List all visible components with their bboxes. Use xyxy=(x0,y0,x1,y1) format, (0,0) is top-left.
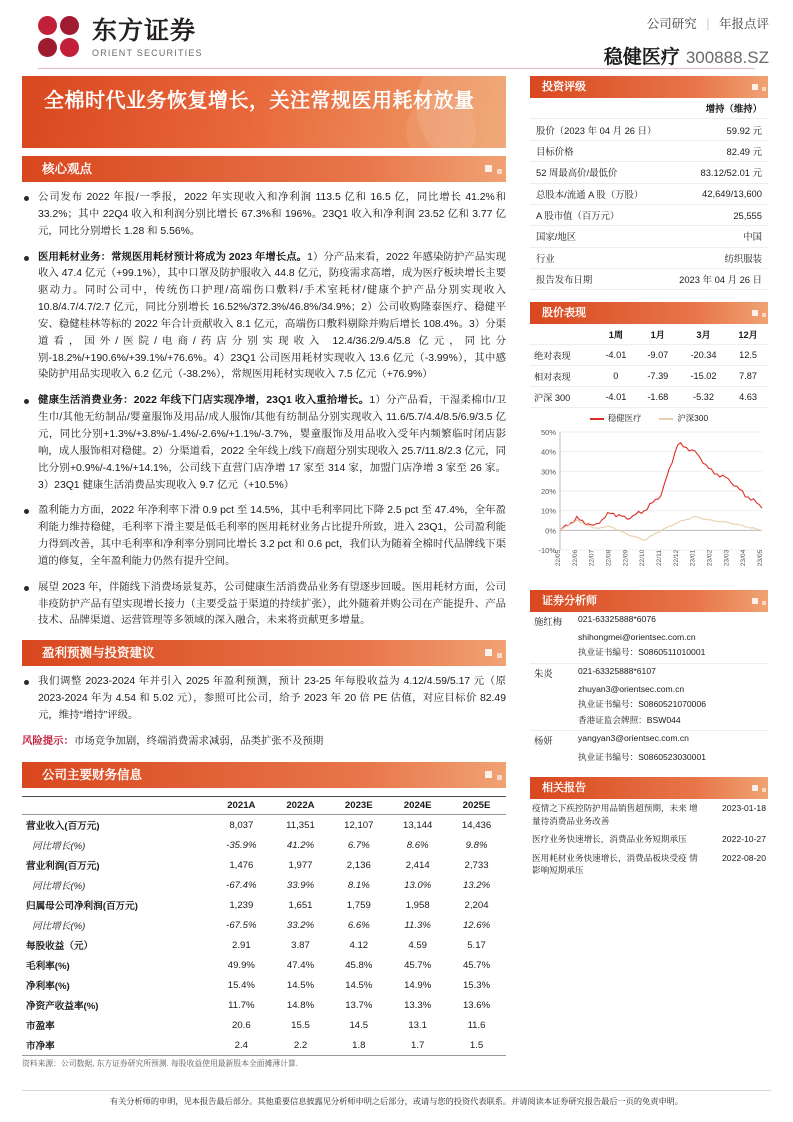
financials-heading: 公司主要财务信息 xyxy=(42,768,143,783)
svg-text:0%: 0% xyxy=(545,526,556,536)
svg-text:50%: 50% xyxy=(540,428,556,438)
perf-cell: -9.07 xyxy=(637,345,679,366)
perf-cell: -7.39 xyxy=(637,366,679,387)
risk-disclosure xyxy=(22,734,506,751)
perf-cell: -15.02 xyxy=(679,366,728,387)
fin-cell: 2,414 xyxy=(405,859,430,871)
rating-row xyxy=(530,140,768,161)
price-performance-chart xyxy=(530,408,768,578)
svg-text:22/10: 22/10 xyxy=(639,550,647,567)
report-title-banner xyxy=(22,76,506,148)
svg-text:-10%: -10% xyxy=(538,546,556,556)
fin-cell: 45.8% xyxy=(345,959,373,971)
footer-rule xyxy=(22,1090,771,1091)
fin-cell: 2.2 xyxy=(272,1035,330,1056)
fin-row-label: 归属母公司净利润(百万元) xyxy=(26,901,138,913)
bullet-item: 健康生活消费业务：2022 年线下门店实现净增，23Q1 收入重拾增长。1）分产品看，干湿柔棉巾/卫生巾/其他无纺制品/婴童服饰及用品/成人服饰/其他有纺制品分别实现收入 11.6/5.7/4.4/8.5/6.9/3.5 亿元，同比分别+1.3%/+3.8%/-1.4%/-2.6%/+1.1%/-3.7%，婴童服饰及用品收入受年内频繁临时闭店影响，成人服饰相对稳健。2）分渠道看，2022 全年线上/线下/商超分别实现收入 25.7/11.8/2.3 亿元，同比分别+0.9%/-4.1%/+14.1%，公司线下直营门店净增 17 家至 314 家，加盟门店净增 3 家至 26 家。3）23Q1 健康生活消费品实现收入 9.7 亿元（+10.5%） xyxy=(22,393,506,494)
svg-text:23/02: 23/02 xyxy=(706,550,714,567)
sidebar xyxy=(530,76,768,892)
related-report-row[interactable] xyxy=(530,799,768,830)
fin-cell: 4.12 xyxy=(349,939,369,951)
analysts-box-header xyxy=(530,590,768,612)
perf-row xyxy=(530,345,768,366)
page-title: 全棉时代业务恢复增长，关注常规医用耗材放量 xyxy=(44,90,475,112)
table-row xyxy=(22,975,506,995)
table-row xyxy=(22,855,506,875)
performance-heading: 股价表现 xyxy=(542,307,586,320)
related-report-row[interactable] xyxy=(530,849,768,880)
perf-cell: -5.32 xyxy=(679,387,728,408)
header-divider: | xyxy=(706,17,710,31)
perf-cell: -4.01 xyxy=(595,345,637,366)
fin-cell: 13.1 xyxy=(408,1019,427,1031)
fin-cell: 11.3% xyxy=(404,919,431,931)
analyst-name: 杨妍 xyxy=(534,735,553,747)
svg-text:20%: 20% xyxy=(540,487,556,497)
section-header-core-view xyxy=(22,156,506,182)
header-rule xyxy=(38,68,755,69)
table-row xyxy=(22,935,506,955)
analyst-row xyxy=(530,749,768,765)
fin-cell: 1,651 xyxy=(288,899,313,911)
svg-text:22/06: 22/06 xyxy=(571,550,579,567)
fin-cell: 12.6% xyxy=(462,919,491,931)
analyst-row xyxy=(530,612,768,630)
fin-cell: 2.91 xyxy=(231,939,251,951)
analyst-row xyxy=(530,663,768,682)
logo-name-cn: 东方证券 xyxy=(92,16,197,45)
fin-col-header: 2023E xyxy=(329,797,388,815)
fin-cell: 14.5% xyxy=(286,979,315,991)
fin-cell: 13.0% xyxy=(404,879,432,891)
fin-cell: 13.6% xyxy=(462,999,491,1011)
fin-row-label: 市净率 xyxy=(22,1035,211,1056)
perf-cell: -20.34 xyxy=(679,345,728,366)
related-report-date: 2022-10-27 xyxy=(722,834,766,845)
rating-box xyxy=(530,76,768,290)
fin-cell: 1,958 xyxy=(405,899,430,911)
perf-row-label: 绝对表现 xyxy=(530,345,595,366)
core-view-list xyxy=(22,190,506,630)
rating-value: 42,649/13,600 xyxy=(669,183,768,204)
rating-value: 纺织服装 xyxy=(669,247,768,268)
analyst-name-spacer xyxy=(530,644,574,660)
svg-text:22/11: 22/11 xyxy=(656,550,663,567)
financial-summary-table xyxy=(22,796,506,1056)
fin-cell: 2,733 xyxy=(464,859,489,871)
bullet-item: 公司发布 2022 年报/一季报，2022 年实现收入和净利润 113.5 亿和 16.5 亿，同比增长 41.2%和 33.2%；其中 22Q4 收入和利润分别比增长 67.3%和 196%。23Q1 收入和净利润 23.52 亿和 3.77 亿元，同比分别增长 1.28 和 5.56%。 xyxy=(22,190,506,241)
analyst-detail: 香港证监会牌照：BSW044 xyxy=(578,714,681,725)
rating-label: 总股本/流通 A 股（万股） xyxy=(530,183,669,204)
fin-cell: 11.6 xyxy=(467,1019,486,1031)
table-row xyxy=(22,1035,506,1056)
analyst-name: 施红梅 xyxy=(534,616,563,628)
fin-cell: 15.3% xyxy=(462,979,491,991)
fin-row-label: 净资产收益率(%) xyxy=(26,1001,99,1013)
table-row xyxy=(22,955,506,975)
fin-row-label: 同比增长(%) xyxy=(32,841,86,853)
report-type: 年报点评 xyxy=(718,17,769,31)
fin-cell: 14.9% xyxy=(404,979,432,991)
rating-value: 中国 xyxy=(669,226,768,247)
perf-col-header xyxy=(530,324,595,345)
perf-row-label: 沪深 300 xyxy=(530,387,595,408)
fin-cell: 6.7% xyxy=(347,839,370,851)
chart-svg xyxy=(530,426,768,574)
fin-col-header: 2024E xyxy=(388,797,447,815)
page-header xyxy=(0,0,793,72)
analyst-row xyxy=(530,630,768,644)
analysts-box xyxy=(530,590,768,765)
analyst-detail: shihongmei@orientsec.com.cn xyxy=(578,632,696,643)
related-report-date: 2022-08-20 xyxy=(722,852,766,863)
fin-cell: 6.6% xyxy=(347,919,370,931)
fin-cell: 45.7% xyxy=(404,959,432,971)
core-view-heading: 核心观点 xyxy=(42,162,93,176)
rating-row xyxy=(530,183,768,204)
fin-cell: 8.1% xyxy=(347,879,370,891)
fin-cell: 13,144 xyxy=(402,819,433,831)
analyst-name-spacer xyxy=(530,712,574,728)
legend-entry: 沪深300 xyxy=(659,412,708,424)
rating-label: 报告发布日期 xyxy=(530,269,669,290)
fin-cell: 9.8% xyxy=(465,839,488,851)
investment-rating-value: 增持（维持） xyxy=(530,98,768,119)
table-row xyxy=(22,815,506,836)
fin-cell: 47.4% xyxy=(286,959,315,971)
related-report-title[interactable]: 医用耗材业务快速增长，消费品板块受疫 情影响短期承压 xyxy=(532,852,698,876)
fin-row-label: 营业利润(百万元) xyxy=(26,861,100,873)
svg-text:30%: 30% xyxy=(540,467,556,477)
analyst-row xyxy=(530,731,768,750)
analyst-row xyxy=(530,712,768,728)
fin-cell: 13.3% xyxy=(404,999,432,1011)
perf-cell: 0 xyxy=(595,366,637,387)
rating-value: 25,555 xyxy=(669,204,768,225)
rating-value: 82.49 元 xyxy=(669,140,768,161)
rating-label: 国家/地区 xyxy=(530,226,669,247)
fin-cell: 5.17 xyxy=(467,939,486,951)
analyst-name-spacer xyxy=(530,630,574,644)
fin-cell: 8.6% xyxy=(406,839,429,851)
fin-cell: 45.7% xyxy=(462,959,491,971)
logo-mark-icon xyxy=(38,16,82,60)
rating-label: 52 周最高价/最低价 xyxy=(530,162,669,183)
brand-logo xyxy=(38,16,203,60)
analyst-detail: zhuyan3@orientsec.com.cn xyxy=(578,683,685,694)
svg-text:40%: 40% xyxy=(540,448,556,458)
fin-row-label: 市盈率 xyxy=(26,1021,55,1033)
fin-row-label: 同比增长(%) xyxy=(32,921,86,933)
rating-row xyxy=(530,162,768,183)
fin-row-label: 营业收入(百万元) xyxy=(26,821,100,833)
forecast-heading: 盈利预测与投资建议 xyxy=(42,646,155,661)
fin-cell: 49.9% xyxy=(227,959,255,971)
rating-row xyxy=(530,204,768,225)
svg-text:22/08: 22/08 xyxy=(605,550,613,567)
fin-cell: 15.5 xyxy=(291,1019,310,1031)
fin-cell: 33.9% xyxy=(286,879,315,891)
legend-entry: 稳健医疗 xyxy=(590,412,642,424)
perf-col-header: 1周 xyxy=(595,324,637,345)
fin-cell: 11,351 xyxy=(286,819,315,831)
fin-row-label: 同比增长(%) xyxy=(32,881,86,893)
rating-value: 2023 年 04 月 26 日 xyxy=(669,269,768,290)
analyst-row xyxy=(530,682,768,696)
rating-label: 目标价格 xyxy=(530,140,669,161)
analyst-name-spacer xyxy=(530,682,574,696)
svg-text:22/12: 22/12 xyxy=(672,550,680,567)
bullet-item: 盈利能力方面，2022 年净利率下滑 0.9 pct 至 14.5%，其中毛利率同比下降 2.5 pct 至 47.4%，全年盈利能力维持稳健，毛利率下滑主要是低毛利率的医用耗材业务占比提升所致，进入 23Q1，公司盈利能力得到改善，其中毛利率和净利率分别同比增长 3.2 pct 和 0.6 pct，我们认为随着全棉时代品牌线下渠道的修复，全年盈利能力仍然有提升空间。 xyxy=(22,503,506,570)
perf-cell: -4.01 xyxy=(595,387,637,408)
risk-text: 市场竞争加剧，终端消费需求减弱，品类扩张不及预期 xyxy=(73,735,324,747)
analyst-detail: yangyan3@orientsec.com.cn xyxy=(578,733,689,744)
analyst-row xyxy=(530,696,768,712)
fin-col-header xyxy=(22,797,211,815)
bullet-item: 我们调整 2023-2024 年并引入 2025 年盈利预测，预计 23-25 年每股收益为 4.12/4.59/5.17 元（原 2023-2024 年为 4.54 和 5.02 元），参照可比公司，给予 2023 年 20 倍 PE 估值，对应目标价 82.49 元，维持“增持”评级。 xyxy=(22,674,506,725)
svg-text:23/01: 23/01 xyxy=(689,550,697,567)
perf-col-header: 1月 xyxy=(637,324,679,345)
analyst-name: 朱炎 xyxy=(534,667,553,679)
performance-box xyxy=(530,302,768,578)
fin-cell: 14,436 xyxy=(461,819,492,831)
performance-box-header xyxy=(530,302,768,324)
analyst-name-spacer xyxy=(530,749,574,765)
perf-cell: -1.68 xyxy=(637,387,679,408)
table-row xyxy=(22,995,506,1015)
main-content xyxy=(22,156,506,1070)
fin-cell: 13.2% xyxy=(462,879,491,891)
fin-cell: 2,136 xyxy=(346,859,371,871)
related-report-row[interactable] xyxy=(530,830,768,848)
fin-cell: 11.7% xyxy=(228,999,255,1011)
svg-text:23/03: 23/03 xyxy=(723,550,731,567)
ticker-code: 300888.SZ xyxy=(685,48,769,67)
table-row xyxy=(22,835,506,855)
svg-text:10%: 10% xyxy=(540,507,556,517)
analyst-detail: 执业证书编号：S0860521070006 xyxy=(578,698,707,709)
related-report-title[interactable]: 医疗业务快速增长，消费品业务短期承压 xyxy=(532,834,687,845)
related-report-title[interactable]: 疫情之下疾控防护用品销售超预期，未来 增量待消费品业务改善 xyxy=(532,803,698,826)
fin-cell: 14.5% xyxy=(345,979,373,991)
bullet-item: 医用耗材业务：常规医用耗材预计将成为 2023 年增长点。1）分产品来看，2022 年感染防护产品实现收入 47.4 亿元（+99.1%），其中口罩及防护服收入 44.8 亿元，防疫需求高增，成为医疗板块增长主要驱动力。同时公司中，传统伤口护理/高端伤口敷料/手术室耗材/健康个护产品分别实现收入 10.8/4.7/4.7/2.7 亿元，同比分别增长 16.52%/372.3%/46.8%/34.9%；2）公司收购隆泰医疗、稳健平安、稳健桂林等标的 2022 年合计贡献收入 8.1 亿元，高端伤口敷料剔除并购后增长 108.4%。3）分渠道看，国外/医院/电商/药店分别实现收入 12.4/36.2/9.4/5.8 亿元，同比分别-18.2%/+190.6%/+39.1%/+76.6%。4）23Q1 公司医用耗材实现收入 13.6 亿元（-3.99%），其中感染防护用品实现收入 6.2 亿元（-38.2%），常规医用耗材实现收入 7.5 亿元（+76.9%） xyxy=(22,250,506,385)
rating-value: 83.12/52.01 元 xyxy=(669,162,768,183)
performance-table xyxy=(530,324,768,408)
fin-cell: 2.4 xyxy=(211,1035,272,1056)
fin-cell: 20.6 xyxy=(231,1019,251,1031)
perf-cell: 4.63 xyxy=(728,387,768,408)
header-meta xyxy=(604,14,769,69)
forecast-list xyxy=(22,674,506,725)
svg-text:23/05: 23/05 xyxy=(757,550,764,567)
table-row xyxy=(22,875,506,895)
rating-table xyxy=(530,98,768,290)
fin-cell: 8,037 xyxy=(229,819,254,831)
rating-row xyxy=(530,119,768,140)
risk-label: 风险提示： xyxy=(22,735,74,747)
fin-row-label: 每股收益（元） xyxy=(26,941,94,953)
fin-cell: 1.7 xyxy=(388,1035,447,1056)
fin-cell: 1.8 xyxy=(329,1035,388,1056)
fin-cell: 33.2% xyxy=(286,919,315,931)
related-box-header xyxy=(530,777,768,799)
analyst-detail: 执业证书编号：S0860523030001 xyxy=(578,752,707,763)
rating-row xyxy=(530,226,768,247)
related-report-date: 2023-01-18 xyxy=(722,803,766,814)
rating-row xyxy=(530,269,768,290)
fin-col-header: 2022A xyxy=(272,797,330,815)
fin-row-label: 毛利率(%) xyxy=(26,961,70,973)
svg-text:22/07: 22/07 xyxy=(588,550,596,567)
section-header-financials xyxy=(22,762,506,788)
perf-cell: 7.87 xyxy=(728,366,768,387)
rating-box-header xyxy=(530,76,768,98)
fin-cell: 1,239 xyxy=(229,899,254,911)
logo-name-en: ORIENT SECURITIES xyxy=(92,47,203,58)
fin-cell: 1,476 xyxy=(229,859,254,871)
perf-row xyxy=(530,387,768,408)
fin-cell: 12,107 xyxy=(344,819,374,831)
fin-cell: 41.2% xyxy=(286,839,315,851)
fin-cell: 14.8% xyxy=(286,999,315,1011)
rating-label: A 股市值（百万元） xyxy=(530,204,669,225)
fin-cell: -67.5% xyxy=(226,919,257,931)
chart-legend xyxy=(530,412,768,424)
fin-row-label: 净利率(%) xyxy=(26,981,70,993)
fin-col-header: 2021A xyxy=(211,797,272,815)
perf-row-label: 相对表现 xyxy=(530,366,595,387)
fin-cell: 1,759 xyxy=(346,899,371,911)
fin-col-header: 2025E xyxy=(447,797,506,815)
analyst-detail: 执业证书编号：S0860511010001 xyxy=(578,647,706,658)
perf-row xyxy=(530,366,768,387)
svg-text:23/04: 23/04 xyxy=(740,550,748,567)
company-name: 稳健医疗 xyxy=(603,47,680,68)
rating-label: 行业 xyxy=(530,247,669,268)
table-row xyxy=(22,895,506,915)
fin-cell: 13.7% xyxy=(345,999,373,1011)
related-reports-table xyxy=(530,799,768,879)
fin-cell: 14.5 xyxy=(349,1019,369,1031)
analyst-row xyxy=(530,644,768,660)
perf-col-header: 3月 xyxy=(679,324,728,345)
svg-text:22/05: 22/05 xyxy=(555,550,562,567)
fin-cell: -35.9% xyxy=(226,839,257,851)
analyst-detail: 021-63325888*6076 xyxy=(578,614,656,625)
fin-cell: 2,204 xyxy=(464,899,489,911)
rating-row xyxy=(530,247,768,268)
rating-heading: 投资评级 xyxy=(542,81,586,93)
svg-text:22/09: 22/09 xyxy=(622,550,630,567)
analyst-name-spacer xyxy=(530,696,574,712)
fin-cell: 3.87 xyxy=(291,939,310,951)
fin-cell: -67.4% xyxy=(226,879,257,891)
fin-cell: 1.5 xyxy=(447,1035,506,1056)
research-category: 公司研究 xyxy=(646,17,697,31)
rating-label: 股价（2023 年 04 月 26 日） xyxy=(530,119,669,140)
related-reports-box xyxy=(530,777,768,879)
table-row xyxy=(22,1015,506,1035)
table-row xyxy=(22,915,506,935)
analysts-heading: 证券分析师 xyxy=(542,595,597,608)
bullet-item: 展望 2023 年，伴随线下消费场景复苏，公司健康生活消费品业务有望逐步回暖。医用耗材方面，公司非疫防护产品有望实现增长接力（主要受益于渠道的持续扩张），此外随着并购公司在产能提升、产品技术、品牌渠道、运营管理等多领域的深入融合，未来将贡献更多增量。 xyxy=(22,580,506,631)
section-header-forecast xyxy=(22,640,506,666)
rating-value: 59.92 元 xyxy=(669,119,768,140)
fin-cell: 4.59 xyxy=(408,939,427,951)
fin-cell: 15.4% xyxy=(227,979,255,991)
fin-cell: 1,977 xyxy=(288,859,313,871)
financial-table-note: 资料来源：公司数据, 东方证券研究所预测. 每股收益使用最新股本全面摊薄计算. xyxy=(22,1059,298,1069)
analyst-detail: 021-63325888*6107 xyxy=(578,665,656,676)
related-heading: 相关报告 xyxy=(542,782,586,795)
page-footer: 有关分析师的申明，见本报告最后部分。其他重要信息披露见分析师申明之后部分，或请与您的投资代表联系。并请阅读本证券研究报告最后一页的免责申明。 xyxy=(109,1097,684,1106)
perf-col-header: 12月 xyxy=(728,324,768,345)
analysts-table xyxy=(530,612,768,765)
perf-cell: 12.5 xyxy=(728,345,768,366)
